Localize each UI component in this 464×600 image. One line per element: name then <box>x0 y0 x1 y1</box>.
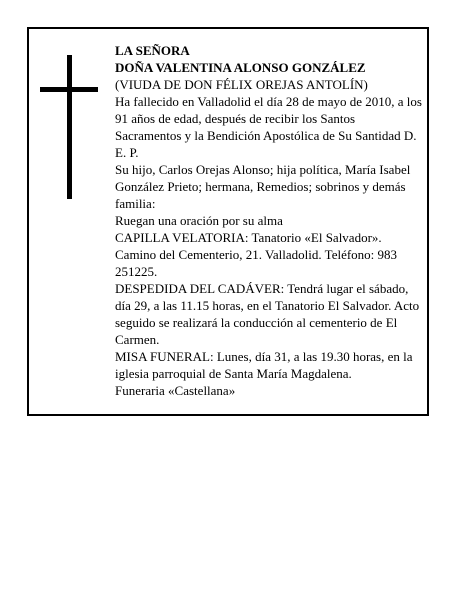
deceased-name: DOÑA VALENTINA ALONSO GONZÁLEZ <box>115 60 366 75</box>
prayer-request: Ruegan una oración por su alma <box>115 213 283 228</box>
chapel-info: CAPILLA VELATORIA: Tanatorio «El Salvador». Camino del Cementerio, 21. Valladolid. Teléfono: 983 251225. <box>115 230 398 279</box>
heading-title: LA SEÑORA <box>115 43 190 58</box>
mass-info: MISA FUNERAL: Lunes, día 31, a las 19.30 horas, en la iglesia parroquial de Santa María Magdalena. <box>115 349 413 381</box>
cross-vertical-bar <box>67 55 72 199</box>
cross-horizontal-bar <box>40 87 98 92</box>
notice-text <box>115 42 423 399</box>
farewell-info: DESPEDIDA DEL CADÁVER: Tendrá lugar el sábado, día 29, a las 11.15 horas, en el Tanatorio El Salvador. Acto seguido se realizará la conducción al cementerio de El Carmen. <box>115 281 420 347</box>
family-list: Su hijo, Carlos Orejas Alonso; hija política, María Isabel González Prieto; hermana, Remedios; sobrinos y demás familia: <box>115 162 411 211</box>
death-notice: Ha fallecido en Valladolid el día 28 de mayo de 2010, a los 91 años de edad, después de recibir los Santos Sacramentos y la Bendición Apostólica de Su Santidad D. E. P. <box>115 94 422 160</box>
deceased-relation: (VIUDA DE DON FÉLIX OREJAS ANTOLÍN) <box>115 77 368 92</box>
funeral-home: Funeraria «Castellana» <box>115 383 236 398</box>
obituary-notice <box>27 27 429 416</box>
